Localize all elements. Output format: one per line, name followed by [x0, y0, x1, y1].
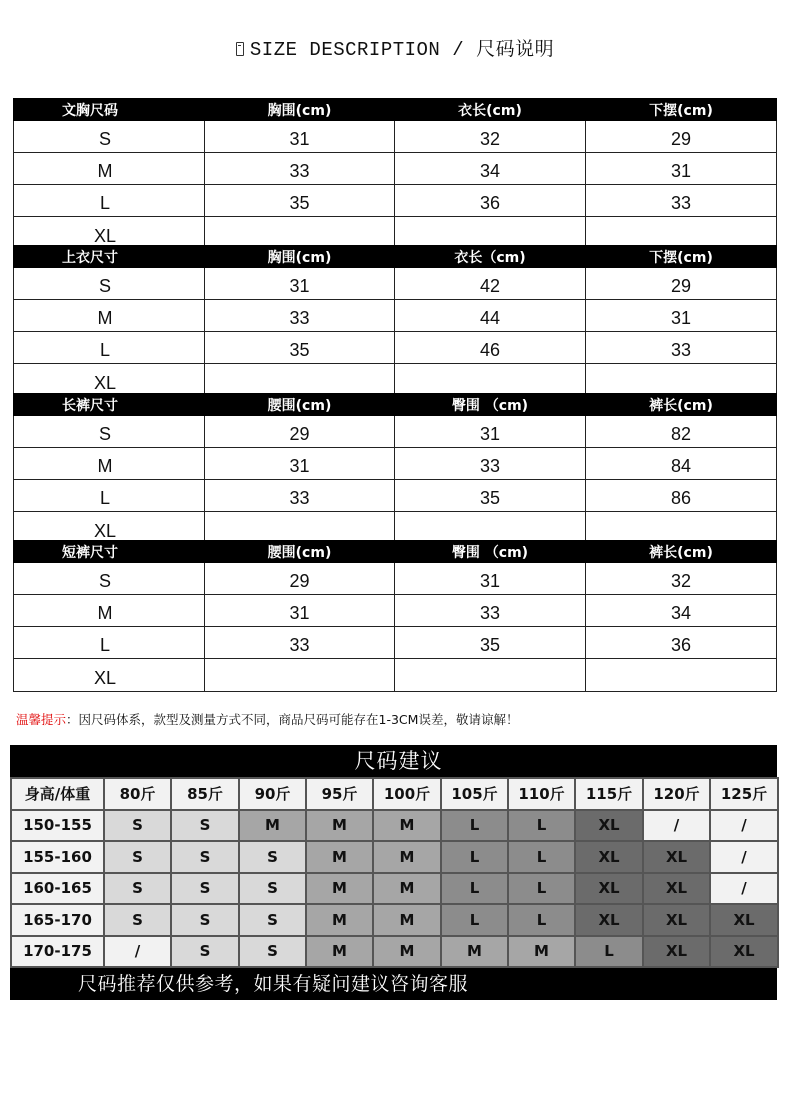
bra-size-table — [13, 98, 777, 250]
size-cell: XL — [643, 873, 710, 905]
table-row — [14, 627, 777, 659]
size-cell: L — [508, 841, 575, 873]
value-cell: 33 — [205, 480, 395, 512]
value-cell: 33 — [586, 332, 777, 364]
recommendation-footer: 尺码推荐仅供参考，如果有疑问建议咨询客服 — [10, 968, 777, 1000]
table-header-row — [14, 99, 777, 121]
size-cell: XL — [643, 841, 710, 873]
table-row — [14, 448, 777, 480]
value-cell: 35 — [205, 185, 395, 217]
table-header-row — [14, 394, 777, 416]
size-cell: M — [373, 904, 441, 936]
size-cell: S — [171, 873, 239, 905]
size-cell: XL — [575, 873, 643, 905]
value-cell: 32 — [395, 121, 586, 153]
weight-header: 115斤 — [575, 778, 643, 810]
recommendation-table — [10, 777, 779, 968]
size-cell: XL — [710, 904, 778, 936]
value-cell: 31 — [205, 448, 395, 480]
header-cell: 短裤尺寸 — [14, 541, 205, 563]
table-row — [14, 185, 777, 217]
size-cell: M — [14, 448, 205, 480]
weight-header: 110斤 — [508, 778, 575, 810]
size-cell: S — [104, 904, 171, 936]
height-label: 155-160 — [11, 841, 104, 873]
header-cell: 胸围(cm) — [205, 99, 395, 121]
value-cell: 46 — [395, 332, 586, 364]
value-cell: 31 — [586, 300, 777, 332]
size-cell: M — [508, 936, 575, 968]
size-cell: XL — [643, 904, 710, 936]
weight-header: 90斤 — [239, 778, 306, 810]
value-cell: 33 — [586, 185, 777, 217]
size-cell: L — [575, 936, 643, 968]
size-cell: M — [373, 873, 441, 905]
value-cell: 42 — [395, 268, 586, 300]
header-cell: 衣长（cm) — [395, 246, 586, 268]
size-recommendation-chart — [10, 745, 777, 1000]
size-cell: / — [710, 841, 778, 873]
header-cell: 裤长(cm) — [586, 394, 777, 416]
table-row — [14, 300, 777, 332]
header-cell: 胸围(cm) — [205, 246, 395, 268]
value-cell — [395, 364, 586, 397]
weight-header: 80斤 — [104, 778, 171, 810]
size-cell: S — [239, 873, 306, 905]
value-cell: 44 — [395, 300, 586, 332]
size-cell: M — [306, 841, 373, 873]
long-pants-size-table — [13, 393, 777, 545]
table-row — [14, 563, 777, 595]
value-cell: 33 — [395, 448, 586, 480]
value-cell: 32 — [586, 563, 777, 595]
value-cell: 33 — [205, 627, 395, 659]
top-size-table — [13, 245, 777, 397]
value-cell: 31 — [586, 153, 777, 185]
weight-header: 95斤 — [306, 778, 373, 810]
header-cell: 文胸尺码 — [14, 99, 205, 121]
size-cell: L — [14, 332, 205, 364]
value-cell: 33 — [205, 153, 395, 185]
value-cell: 31 — [395, 563, 586, 595]
size-cell: M — [373, 841, 441, 873]
value-cell: 33 — [205, 300, 395, 332]
size-cell: S — [239, 936, 306, 968]
size-cell: / — [643, 810, 710, 842]
height-row — [11, 936, 778, 968]
table-row — [14, 268, 777, 300]
value-cell: 36 — [586, 627, 777, 659]
value-cell: 31 — [205, 595, 395, 627]
size-cell: M — [373, 810, 441, 842]
value-cell — [205, 364, 395, 397]
title-en: SIZE DESCRIPTION — [249, 39, 441, 61]
recommendation-title: 尺码建议 — [10, 745, 777, 777]
value-cell: 36 — [395, 185, 586, 217]
table-row — [14, 121, 777, 153]
height-label: 160-165 — [11, 873, 104, 905]
notice-label: 温馨提示 — [16, 712, 67, 727]
size-cell: M — [306, 936, 373, 968]
size-cell: S — [239, 841, 306, 873]
value-cell: 33 — [395, 595, 586, 627]
value-cell: 35 — [205, 332, 395, 364]
header-cell: 上衣尺寸 — [14, 246, 205, 268]
size-cell: M — [306, 904, 373, 936]
size-cell: L — [441, 841, 508, 873]
header-cell: 臀围 （cm) — [395, 541, 586, 563]
size-cell: L — [14, 480, 205, 512]
corner-label: 身高/体重 — [11, 778, 104, 810]
value-cell: 82 — [586, 416, 777, 448]
header-cell: 长裤尺寸 — [14, 394, 205, 416]
size-cell: M — [306, 873, 373, 905]
size-cell: S — [171, 904, 239, 936]
header-cell: 腰围(cm) — [205, 541, 395, 563]
size-cell: XL — [14, 364, 205, 397]
document-icon — [236, 42, 244, 56]
table-row — [14, 364, 777, 397]
table-row — [14, 416, 777, 448]
header-cell: 下摆(cm) — [586, 99, 777, 121]
size-cell: XL — [575, 904, 643, 936]
size-cell: XL — [14, 512, 205, 545]
size-notice — [16, 710, 518, 728]
size-cell: / — [104, 936, 171, 968]
table-header-row — [14, 246, 777, 268]
table-row — [14, 153, 777, 185]
value-cell: 35 — [395, 480, 586, 512]
weight-header-row — [11, 778, 778, 810]
value-cell: 29 — [586, 268, 777, 300]
height-label: 170-175 — [11, 936, 104, 968]
notice-text: ：因尺码体系，款型及测量方式不同，商品尺码可能存在1-3CM误差，敬请谅解！ — [66, 712, 519, 727]
size-cell: XL — [575, 810, 643, 842]
size-cell: L — [508, 873, 575, 905]
height-label: 150-155 — [11, 810, 104, 842]
value-cell: 29 — [205, 563, 395, 595]
size-cell: / — [710, 810, 778, 842]
header-cell: 下摆(cm) — [586, 246, 777, 268]
page-title — [0, 34, 790, 61]
size-cell: S — [239, 904, 306, 936]
size-cell: XL — [14, 217, 205, 250]
weight-header: 120斤 — [643, 778, 710, 810]
size-cell: S — [104, 810, 171, 842]
weight-header: 85斤 — [171, 778, 239, 810]
height-row — [11, 841, 778, 873]
table-row — [14, 332, 777, 364]
title-zh: 尺码说明 — [476, 38, 555, 60]
header-cell: 裤长(cm) — [586, 541, 777, 563]
size-cell: S — [14, 416, 205, 448]
header-cell: 臀围 （cm) — [395, 394, 586, 416]
size-cell: L — [14, 185, 205, 217]
weight-header: 105斤 — [441, 778, 508, 810]
table-row — [14, 595, 777, 627]
value-cell: 86 — [586, 480, 777, 512]
value-cell: 34 — [395, 153, 586, 185]
height-label: 165-170 — [11, 904, 104, 936]
value-cell: 35 — [395, 627, 586, 659]
size-cell: L — [441, 810, 508, 842]
weight-header: 100斤 — [373, 778, 441, 810]
value-cell — [395, 659, 586, 692]
size-cell: XL — [575, 841, 643, 873]
size-cell: M — [14, 300, 205, 332]
header-cell: 衣长(cm) — [395, 99, 586, 121]
size-cell: L — [508, 810, 575, 842]
size-cell: S — [171, 810, 239, 842]
size-cell: L — [441, 904, 508, 936]
size-cell: M — [14, 153, 205, 185]
value-cell: 84 — [586, 448, 777, 480]
value-cell — [586, 364, 777, 397]
title-separator: / — [452, 39, 465, 61]
size-cell: S — [171, 936, 239, 968]
value-cell — [586, 659, 777, 692]
height-row — [11, 810, 778, 842]
size-cell: L — [508, 904, 575, 936]
value-cell: 31 — [205, 121, 395, 153]
weight-header: 125斤 — [710, 778, 778, 810]
size-cell: XL — [643, 936, 710, 968]
size-cell: L — [441, 873, 508, 905]
table-row — [14, 480, 777, 512]
size-cell: S — [14, 563, 205, 595]
value-cell: 29 — [205, 416, 395, 448]
size-cell: M — [239, 810, 306, 842]
size-cell: S — [14, 121, 205, 153]
size-cell: XL — [710, 936, 778, 968]
size-cell: M — [441, 936, 508, 968]
value-cell: 29 — [586, 121, 777, 153]
table-row — [14, 659, 777, 692]
value-cell: 31 — [395, 416, 586, 448]
height-row — [11, 873, 778, 905]
size-cell: S — [104, 841, 171, 873]
height-row — [11, 904, 778, 936]
table-header-row — [14, 541, 777, 563]
size-cell: XL — [14, 659, 205, 692]
size-cell: L — [14, 627, 205, 659]
size-cell: / — [710, 873, 778, 905]
value-cell — [205, 659, 395, 692]
size-cell: M — [14, 595, 205, 627]
size-cell: M — [306, 810, 373, 842]
value-cell: 34 — [586, 595, 777, 627]
value-cell: 31 — [205, 268, 395, 300]
shorts-size-table — [13, 540, 777, 692]
size-cell: M — [373, 936, 441, 968]
size-cell: S — [171, 841, 239, 873]
size-cell: S — [104, 873, 171, 905]
size-cell: S — [14, 268, 205, 300]
header-cell: 腰围(cm) — [205, 394, 395, 416]
